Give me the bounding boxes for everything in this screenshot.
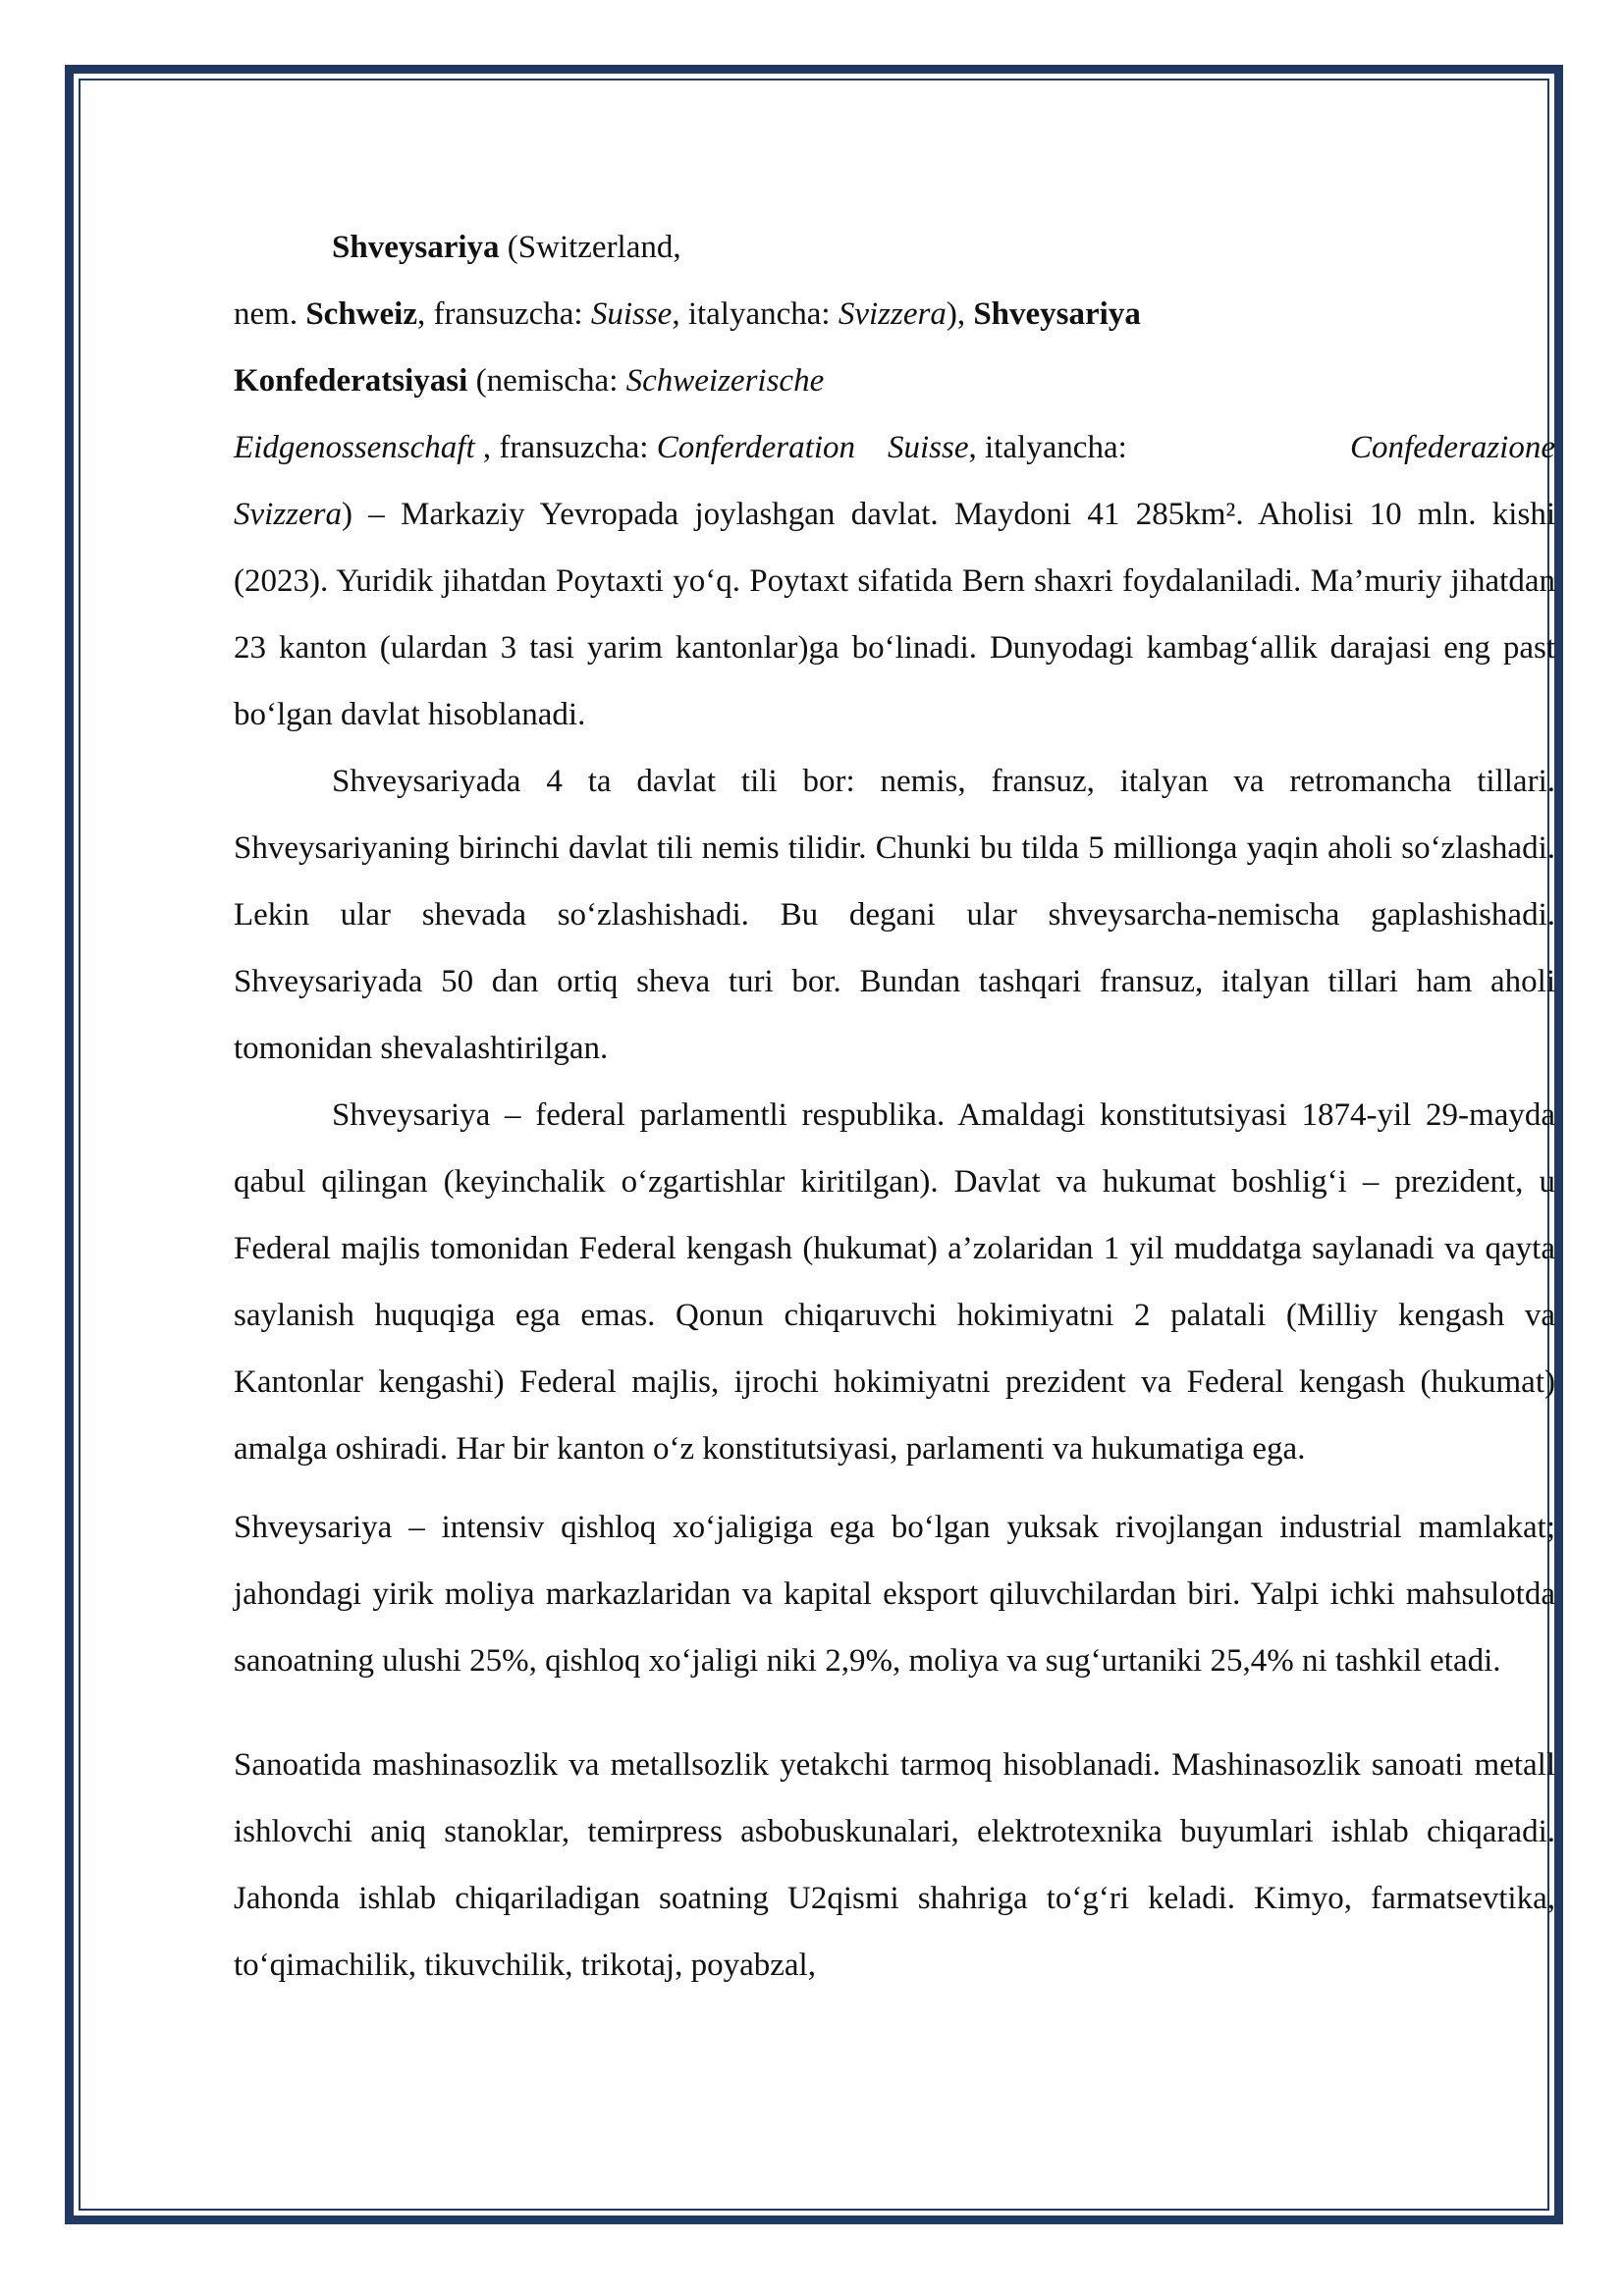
intro-text: , italyancha: [968,430,1127,465]
paragraph-intro [234,214,1555,748]
intro-text: (nemischa: [467,363,626,399]
intro-text: , fransuzcha: [416,296,591,332]
intro-text: (Switzerland, [499,230,681,265]
term-conferderation-suisse: Conferderation Suisse [656,430,969,465]
term-suisse: Suisse [590,296,673,332]
intro-text: , italyancha: [672,296,839,332]
term-schweizerische: Schweizerische [625,363,825,399]
document-body [234,214,1555,1999]
paragraph-economy: Shveysariya – intensiv qishloq xo‘jaligiga ega bo‘lgan yuksak rivojlangan industrial mamlakat; jahondagi yirik moliya markazlaridan va kapital eksport qiluvchilardan biri. Yalpi ichki mahsulotda sanoatning ulushi 25%, qishloq xo‘jaligi niki 2,9%, moliya va sug‘urtaniki 25,4% ni tashkil etadi. [234,1510,1555,1679]
intro-rest: ) – Markaziy Yevropada joylashgan davlat. Maydoni 41 285km². Aholisi 10 mln. kishi (2023). Yuridik jihatdan Poytaxti yo‘q. Poytaxt sifatida Bern shaxri foydalaniladi. Ma’muriy jihatdan 23 kanton (ulardan 3 tasi yarim kantonlar)ga bo‘linadi. Dunyodagi kambag‘allik darajasi eng past bo‘lgan davlat hisoblanadi. [234,497,1555,732]
term-shveysariya-bold: Shveysariya [973,296,1141,332]
term-schweiz: Schweiz [305,296,417,332]
intro-text: , fransuzcha: [474,430,657,465]
term-eidgenossenschaft: Eidgenossenschaft [234,430,475,465]
intro-text: ), [946,296,974,332]
paragraph-industry: Sanoatida mashinasozlik va metallsozlik yetakchi tarmoq hisoblanadi. Mashinasozlik sanoati metall ishlovchi aniq stanoklar, temirpress asbobuskunalari, elektrotexnika buyumlari ishlab chiqaradi. Jahonda ishlab chiqariladigan soatning U2qismi shahriga to‘g‘ri keladi. Kimyo, farmatsevtika, to‘qimachilik, tikuvchilik, trikotaj, poyabzal, [234,1747,1555,1983]
term-shveysariya: Shveysariya [332,230,500,265]
term-svizzera: Svizzera [838,296,947,332]
term-confederazione: Confederazione [1350,430,1555,465]
term-konfederatsiyasi: Konfederatsiyasi [234,363,468,399]
term-svizzera-2: Svizzera [234,497,342,532]
intro-text: nem. [234,296,306,332]
paragraph-languages: Shveysariyada 4 ta davlat tili bor: nemis, fransuz, italyan va retromancha tillari. Shveysariyaning birinchi davlat tili nemis tilidir. Chunki bu tilda 5 millionga yaqin aholi so‘zlashadi. Lekin ular shevada so‘zlashishadi. Bu degani ular shveysarcha-nemischa gaplashishadi. Shveysariyada 50 dan ortiq sheva turi bor. Bundan tashqari fransuz, italyan tillari ham aholi tomonidan shevalashtirilgan. [234,764,1555,1066]
paragraph-government: Shveysariya – federal parlamentli respublika. Amaldagi konstitutsiyasi 1874-yil 29-mayda qabul qilingan (keyinchalik o‘zgartishlar kiritilgan). Davlat va hukumat boshlig‘i – prezident, u Federal majlis tomonidan Federal kengash (hukumat) a’zolaridan 1 yil muddatga saylanadi va qayta saylanish huquqiga ega emas. Qonun chiqaruvchi hokimiyatni 2 palatali (Milliy kengash va Kantonlar kengashi) Federal majlis, ijrochi hokimiyatni prezident va Federal kengash (hukumat) amalga oshiradi. Har bir kanton o‘z konstitutsiyasi, parlamenti va hukumatiga ega. [234,1097,1555,1467]
